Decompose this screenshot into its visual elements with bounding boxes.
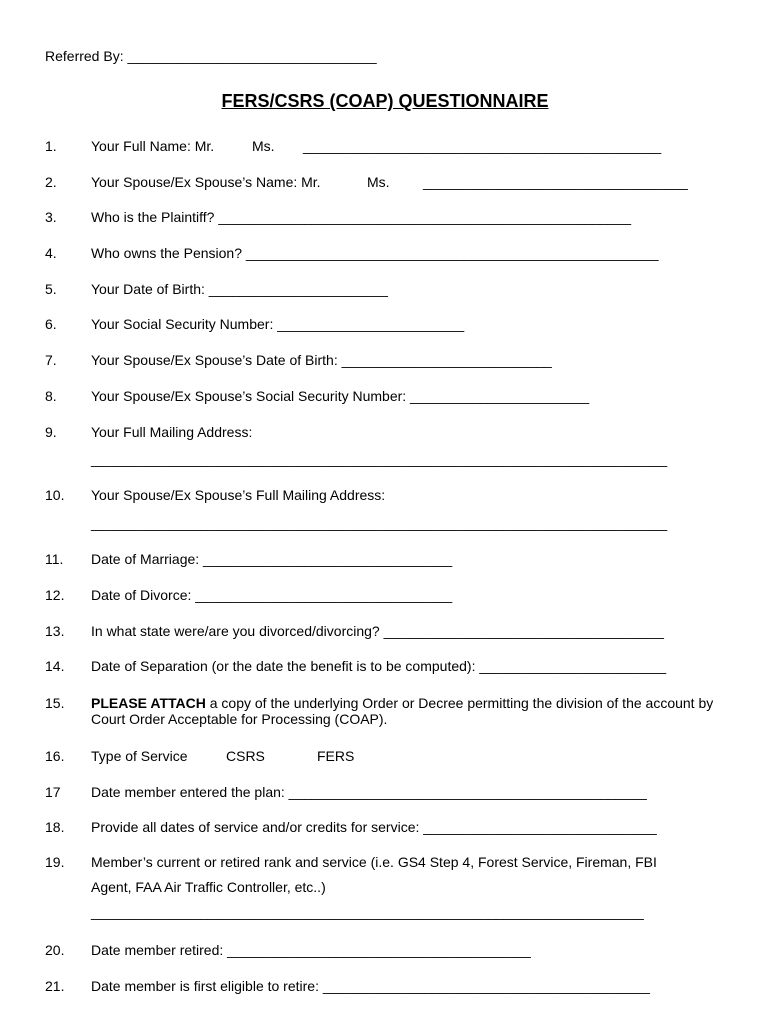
item-text: Member’s current or retired rank and service (i.e. GS4 Step 4, Forest Service, Fireman, FBI: [91, 854, 657, 870]
item-option-ms: Ms.: [367, 174, 390, 190]
answer-blank[interactable]: __________________________________: [423, 174, 688, 190]
item-number: 8.: [45, 388, 57, 404]
answer-blank[interactable]: ______________________________________________: [303, 138, 662, 154]
item-text-continued: Agent, FAA Air Traffic Controller, etc..): [91, 879, 326, 895]
answer-blank[interactable]: __________________________________________________________________________: [91, 451, 668, 467]
item-number: 20.: [45, 942, 65, 958]
item-number: 1.: [45, 138, 57, 154]
item-number: 15.: [45, 695, 65, 711]
item-text-attach: [91, 695, 721, 727]
item-option-ms: Ms.: [252, 138, 275, 154]
item-number: 16.: [45, 748, 65, 764]
item-number: 17: [45, 784, 61, 800]
item-text[interactable]: Your Social Security Number: ________________________: [91, 316, 465, 332]
option-csrs[interactable]: CSRS: [226, 748, 265, 764]
item-text[interactable]: Who owns the Pension? _____________________________________________________: [91, 245, 659, 261]
referred-by: Referred By: ________________________________: [45, 48, 377, 64]
item-text: Your Full Mailing Address:: [91, 424, 253, 440]
item-number: 9.: [45, 424, 57, 440]
option-fers[interactable]: FERS: [317, 748, 355, 764]
item-number: 5.: [45, 281, 57, 297]
item-text: Your Full Name: Mr.: [91, 138, 215, 154]
item-number: 4.: [45, 245, 57, 261]
item-text[interactable]: Your Date of Birth: _______________________: [91, 281, 388, 297]
item-text[interactable]: Date member retired: _______________________________________: [91, 942, 531, 958]
answer-blank[interactable]: _______________________________________________________________________: [91, 904, 644, 920]
item-number: 18.: [45, 819, 65, 835]
item-text[interactable]: Who is the Plaintiff? _____________________________________________________: [91, 209, 632, 225]
item-number: 2.: [45, 174, 57, 190]
item-number: 19.: [45, 854, 65, 870]
item-text[interactable]: Date member entered the plan: ______________________________________________: [91, 784, 647, 800]
item-number: 10.: [45, 487, 65, 503]
item-number: 3.: [45, 209, 57, 225]
item-number: 13.: [45, 623, 65, 639]
item-number: 14.: [45, 658, 65, 674]
item-number: 6.: [45, 316, 57, 332]
item-text[interactable]: Your Spouse/Ex Spouse’s Social Security Number: _______________________: [91, 388, 590, 404]
item-text: Your Spouse/Ex Spouse’s Full Mailing Address:: [91, 487, 386, 503]
item-number: 11.: [45, 551, 64, 567]
item-text: Type of Service: [91, 748, 188, 764]
item-text[interactable]: Date of Divorce: _________________________________: [91, 587, 453, 603]
attach-text: a copy of the underlying Order or Decree permitting the division of the account by Court Order Acceptable for Processing (COAP).: [91, 695, 714, 727]
page-title: FERS/CSRS (COAP) QUESTIONNAIRE: [221, 91, 549, 111]
item-text[interactable]: Date of Separation (or the date the benefit is to be computed): ________________________: [91, 658, 667, 674]
item-text[interactable]: Date member is first eligible to retire: __________________________________________: [91, 978, 650, 994]
attach-bold: PLEASE ATTACH: [91, 695, 206, 711]
item-number: 7.: [45, 352, 57, 368]
item-text[interactable]: Provide all dates of service and/or credits for service: ______________________________: [91, 819, 657, 835]
item-number: 12.: [45, 587, 65, 603]
item-text: Your Spouse/Ex Spouse’s Name: Mr.: [91, 174, 321, 190]
item-text[interactable]: Your Spouse/Ex Spouse’s Date of Birth: ___________________________: [91, 352, 552, 368]
item-text[interactable]: Date of Marriage: ________________________________: [91, 551, 453, 567]
answer-blank[interactable]: __________________________________________________________________________: [91, 515, 668, 531]
item-text[interactable]: In what state were/are you divorced/divorcing? ____________________________________: [91, 623, 664, 639]
item-number: 21.: [45, 978, 65, 994]
